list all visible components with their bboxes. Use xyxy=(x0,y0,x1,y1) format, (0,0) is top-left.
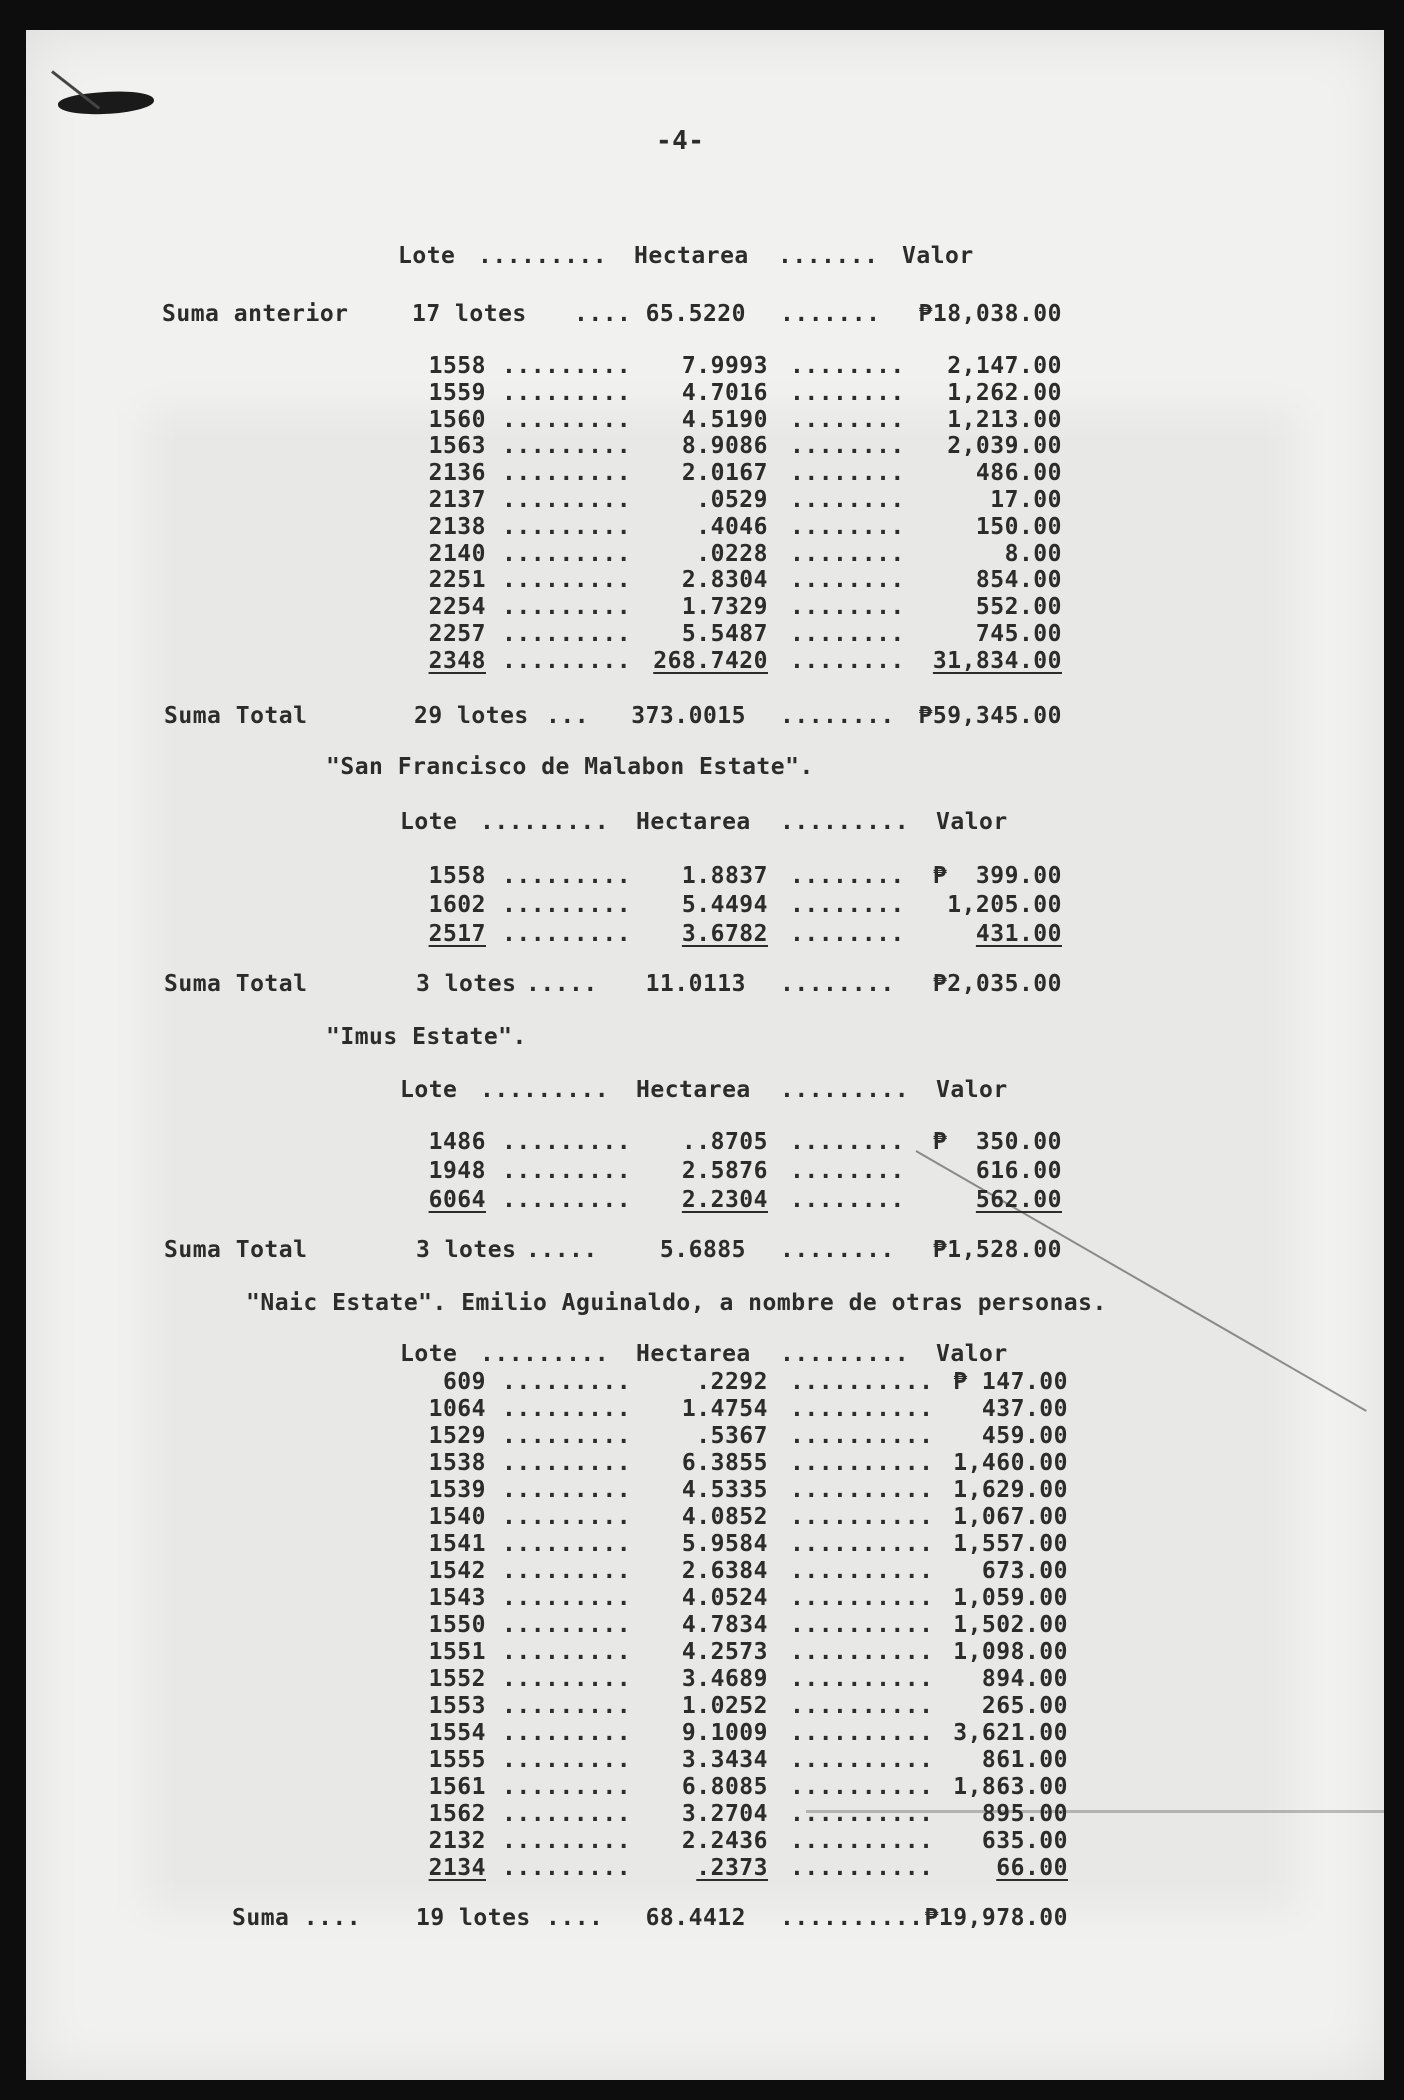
leader-dots: ......... xyxy=(502,1531,632,1557)
leader-dots: ......... xyxy=(502,379,632,406)
valor-value: ₱19,978.00 xyxy=(924,1905,1068,1931)
leader-dots: ......... xyxy=(502,1747,632,1773)
lotes-count: 17 lotes xyxy=(412,301,527,327)
leader-dots: ......... xyxy=(502,460,632,487)
table-row xyxy=(26,1449,1384,1477)
valor-value: ₱2,035.00 xyxy=(932,971,1062,997)
hectarea-cell: 2.0167 xyxy=(681,460,768,487)
leader-dots: .......... xyxy=(790,1747,934,1773)
hectarea-cell: 6.3855 xyxy=(681,1450,768,1476)
hectarea-cell: 4.7016 xyxy=(681,379,768,406)
valor-cell: 459.00 xyxy=(981,1423,1068,1449)
table-row xyxy=(26,620,1384,648)
header-dots: ......... xyxy=(480,1341,610,1367)
leader-dots: ........ xyxy=(790,433,905,460)
leader-dots: ........ xyxy=(790,540,905,567)
valor-value: ₱59,345.00 xyxy=(918,703,1062,729)
lote-cell: 1486 xyxy=(428,1129,486,1155)
valor-cell: 1,262.00 xyxy=(947,379,1062,406)
lote-cell: 1561 xyxy=(428,1774,486,1800)
leader-dots: ........ xyxy=(790,567,905,594)
dots: ..... xyxy=(526,971,598,997)
hectarea-cell: 2.8304 xyxy=(681,567,768,594)
estate-title: "Naic Estate". Emilio Aguinaldo, a nombre de otras personas. xyxy=(246,1290,1107,1316)
header-lote: Lote xyxy=(400,1341,458,1367)
estate-title: "San Francisco de Malabon Estate". xyxy=(326,754,814,780)
lote-cell: 2254 xyxy=(428,594,486,621)
header-lote: Lote xyxy=(398,243,456,269)
table-row xyxy=(26,1186,1384,1214)
lote-cell: 1550 xyxy=(428,1612,486,1638)
leader-dots: .......... xyxy=(790,1369,934,1395)
valor-cell: 1,059.00 xyxy=(953,1585,1068,1611)
hectarea-cell: .2373 xyxy=(696,1855,768,1881)
leader-dots: ......... xyxy=(502,513,632,540)
hectarea-cell: 3.4689 xyxy=(681,1666,768,1692)
valor-cell: 486.00 xyxy=(975,460,1062,487)
leader-dots: ......... xyxy=(502,1504,632,1530)
header-valor: Valor xyxy=(936,1341,1008,1367)
lote-cell: 1538 xyxy=(428,1450,486,1476)
leader-dots: .......... xyxy=(790,1855,934,1881)
leader-dots: ......... xyxy=(502,863,632,889)
valor-cell: 8.00 xyxy=(1004,540,1062,567)
valor-cell: 673.00 xyxy=(981,1558,1068,1584)
valor-cell: 745.00 xyxy=(975,621,1062,647)
leader-dots: .......... xyxy=(790,1774,934,1800)
leader-dots: .......... xyxy=(790,1801,934,1827)
suma-total-row xyxy=(26,1904,1384,1932)
lote-cell: 2257 xyxy=(428,621,486,647)
lote-cell: 1540 xyxy=(428,1504,486,1530)
valor-cell: 2,039.00 xyxy=(947,433,1062,460)
leader-dots: ......... xyxy=(502,1129,632,1155)
leader-dots: .......... xyxy=(790,1396,934,1422)
valor-cell: 1,205.00 xyxy=(947,892,1062,918)
hectarea-cell: 8.9086 xyxy=(681,433,768,460)
header-hectarea: Hectarea xyxy=(636,1341,751,1367)
table-row xyxy=(26,1557,1384,1585)
hectarea-cell: 1.4754 xyxy=(681,1396,768,1422)
suma-total-label: Suma Total xyxy=(164,1237,308,1263)
table-row xyxy=(26,1773,1384,1801)
leader-dots: ........ xyxy=(790,621,905,647)
hectarea-cell: 4.5335 xyxy=(681,1477,768,1503)
lote-cell: 2134 xyxy=(428,1855,486,1881)
leader-dots: ......... xyxy=(502,487,632,513)
lote-cell: 1558 xyxy=(428,353,486,379)
table-row xyxy=(26,1746,1384,1774)
valor-cell: 562.00 xyxy=(975,1187,1062,1213)
hectarea-value: 5.6885 xyxy=(659,1237,746,1263)
lote-cell: 1539 xyxy=(428,1477,486,1503)
lote-cell: 2138 xyxy=(428,513,486,540)
valor-value: ₱1,528.00 xyxy=(932,1237,1062,1263)
leader-dots: .......... xyxy=(790,1504,934,1530)
header-hectarea: Hectarea xyxy=(636,809,751,835)
suma-anterior-label: Suma anterior xyxy=(162,301,349,327)
lote-cell: 6064 xyxy=(428,1187,486,1213)
lote-cell: 1554 xyxy=(428,1720,486,1746)
leader-dots: .......... xyxy=(790,1612,934,1638)
leader-dots: ......... xyxy=(502,1855,632,1881)
hectarea-cell: 4.2573 xyxy=(681,1639,768,1665)
dots: .......... xyxy=(780,1905,924,1931)
hectarea-value: 65.5220 xyxy=(645,301,746,327)
leader-dots: ......... xyxy=(502,892,632,918)
header-dots: ......... xyxy=(480,809,610,835)
lotes-count: 3 lotes xyxy=(416,971,517,997)
table-row xyxy=(26,1611,1384,1639)
leader-dots: ......... xyxy=(502,1423,632,1449)
lote-cell: 1562 xyxy=(428,1801,486,1827)
leader-dots: ........ xyxy=(790,1158,905,1184)
hectarea-value: 68.4412 xyxy=(645,1905,746,1931)
valor-cell: 1,067.00 xyxy=(953,1504,1068,1530)
leader-dots: ........ xyxy=(790,594,905,621)
lote-cell: 2348 xyxy=(428,647,486,674)
valor-cell: 895.00 xyxy=(981,1801,1068,1827)
table-row xyxy=(26,1827,1384,1855)
dots: ... xyxy=(546,703,590,729)
leader-dots: .......... xyxy=(790,1639,934,1665)
lote-cell: 2140 xyxy=(428,540,486,567)
valor-cell: 1,863.00 xyxy=(953,1774,1068,1800)
table-row xyxy=(26,1692,1384,1720)
table-row xyxy=(26,920,1384,948)
valor-cell: ₱ 399.00 xyxy=(932,863,1062,889)
hectarea-cell: 4.0524 xyxy=(681,1585,768,1611)
leader-dots: .......... xyxy=(790,1720,934,1746)
leader-dots: ......... xyxy=(502,1396,632,1422)
leader-dots: ......... xyxy=(502,1158,632,1184)
header-lote: Lote xyxy=(400,1077,458,1103)
table-row xyxy=(26,459,1384,487)
hectarea-cell: 4.7834 xyxy=(681,1612,768,1638)
leader-dots: ......... xyxy=(502,406,632,433)
valor-cell: 17.00 xyxy=(990,487,1062,513)
valor-cell: 635.00 xyxy=(981,1828,1068,1854)
table-row xyxy=(26,1157,1384,1185)
suma-total-label: Suma .... xyxy=(232,1905,362,1931)
hectarea-value: 373.0015 xyxy=(631,703,746,729)
hectarea-cell: 2.5876 xyxy=(681,1158,768,1184)
table-row xyxy=(26,1665,1384,1693)
lote-cell: 1543 xyxy=(428,1585,486,1611)
table-row xyxy=(26,1422,1384,1450)
header-valor: Valor xyxy=(902,243,974,269)
hectarea-cell: .2292 xyxy=(696,1369,768,1395)
dots: .... xyxy=(546,1905,604,1931)
leader-dots: ......... xyxy=(502,647,632,674)
leader-dots: ......... xyxy=(502,1801,632,1827)
suma-anterior-row xyxy=(26,300,1384,328)
leader-dots: .......... xyxy=(790,1828,934,1854)
leader-dots: ........ xyxy=(790,1129,905,1155)
lotes-count: 29 lotes xyxy=(414,703,529,729)
leader-dots: ......... xyxy=(502,921,632,947)
leader-dots: ........ xyxy=(790,921,905,947)
header-hectarea: Hectarea xyxy=(636,1077,751,1103)
leader-dots: .......... xyxy=(790,1693,934,1719)
valor-cell: 894.00 xyxy=(981,1666,1068,1692)
column-header-row xyxy=(26,242,1384,270)
lote-cell: 2251 xyxy=(428,567,486,594)
valor-value: ₱18,038.00 xyxy=(918,301,1062,327)
column-header-row xyxy=(26,1076,1384,1104)
valor-cell: 1,213.00 xyxy=(947,406,1062,433)
table-row xyxy=(26,1854,1384,1882)
leader-dots: .......... xyxy=(790,1558,934,1584)
header-lote: Lote xyxy=(400,809,458,835)
header-valor: Valor xyxy=(936,1077,1008,1103)
table-row xyxy=(26,1395,1384,1423)
table-row xyxy=(26,1638,1384,1666)
valor-cell: 431.00 xyxy=(975,921,1062,947)
leader-dots: ........ xyxy=(790,513,905,540)
leader-dots: ......... xyxy=(502,540,632,567)
leader-dots: ........ xyxy=(790,460,905,487)
leader-dots: ......... xyxy=(502,621,632,647)
valor-cell: 616.00 xyxy=(975,1158,1062,1184)
lote-cell: 1529 xyxy=(428,1423,486,1449)
table-row xyxy=(26,513,1384,541)
hectarea-cell: 7.9993 xyxy=(681,353,768,379)
valor-cell: 150.00 xyxy=(975,513,1062,540)
leader-dots: ......... xyxy=(502,594,632,621)
hectarea-cell: 4.5190 xyxy=(681,406,768,433)
hectarea-cell: .0529 xyxy=(696,487,768,513)
leader-dots: ......... xyxy=(502,1450,632,1476)
hectarea-cell: 5.5487 xyxy=(681,621,768,647)
leader-dots: ......... xyxy=(502,1477,632,1503)
valor-cell: 3,621.00 xyxy=(953,1720,1068,1746)
table-row xyxy=(26,862,1384,890)
hectarea-cell: 2.2436 xyxy=(681,1828,768,1854)
valor-cell: 31,834.00 xyxy=(932,647,1062,674)
hectarea-value: 11.0113 xyxy=(645,971,746,997)
leader-dots: ........ xyxy=(790,487,905,513)
hectarea-cell: 1.8837 xyxy=(681,863,768,889)
leader-dots: .......... xyxy=(790,1450,934,1476)
leader-dots: .......... xyxy=(790,1585,934,1611)
leader-dots: ........ xyxy=(790,863,905,889)
lote-cell: 1064 xyxy=(428,1396,486,1422)
hectarea-cell: 3.6782 xyxy=(681,921,768,947)
table-row xyxy=(26,1584,1384,1612)
lotes-count: 3 lotes xyxy=(416,1237,517,1263)
dots: ....... xyxy=(780,301,881,327)
suma-total-label: Suma Total xyxy=(164,971,308,997)
column-header-row xyxy=(26,1340,1384,1368)
table-row xyxy=(26,1476,1384,1504)
lote-cell: 1551 xyxy=(428,1639,486,1665)
dots: .... xyxy=(574,301,632,327)
hectarea-cell: 5.9584 xyxy=(681,1531,768,1557)
table-row xyxy=(26,1530,1384,1558)
lote-cell: 1559 xyxy=(428,379,486,406)
table-row xyxy=(26,1128,1384,1156)
table-row xyxy=(26,432,1384,460)
valor-cell: 1,098.00 xyxy=(953,1639,1068,1665)
leader-dots: ......... xyxy=(502,1558,632,1584)
lote-cell: 2137 xyxy=(428,487,486,513)
valor-cell: 265.00 xyxy=(981,1693,1068,1719)
table-row xyxy=(26,891,1384,919)
hectarea-cell: ..8705 xyxy=(681,1129,768,1155)
header-valor: Valor xyxy=(936,809,1008,835)
table-row xyxy=(26,486,1384,514)
leader-dots: ......... xyxy=(502,1187,632,1213)
lote-cell: 2136 xyxy=(428,460,486,487)
leader-dots: .......... xyxy=(790,1423,934,1449)
header-dots: ......... xyxy=(780,1341,910,1367)
valor-cell: ₱ 147.00 xyxy=(953,1369,1068,1395)
hectarea-cell: 3.3434 xyxy=(681,1747,768,1773)
valor-cell: 1,557.00 xyxy=(953,1531,1068,1557)
lote-cell: 1563 xyxy=(428,433,486,460)
valor-cell: 1,629.00 xyxy=(953,1477,1068,1503)
valor-cell: 2,147.00 xyxy=(947,353,1062,379)
valor-cell: 66.00 xyxy=(996,1855,1068,1881)
lote-cell: 1560 xyxy=(428,406,486,433)
leader-dots: ......... xyxy=(502,1774,632,1800)
leader-dots: ......... xyxy=(502,1828,632,1854)
hectarea-cell: 1.7329 xyxy=(681,594,768,621)
lote-cell: 2132 xyxy=(428,1828,486,1854)
suma-total-row xyxy=(26,970,1384,998)
dots: ........ xyxy=(780,1237,895,1263)
table-row xyxy=(26,379,1384,407)
leader-dots: ........ xyxy=(790,892,905,918)
header-dots: ......... xyxy=(480,1077,610,1103)
lote-cell: 1602 xyxy=(428,892,486,918)
valor-cell: 854.00 xyxy=(975,567,1062,594)
dots: ........ xyxy=(780,703,895,729)
header-hectarea: Hectarea xyxy=(634,243,749,269)
lote-cell: 1948 xyxy=(428,1158,486,1184)
suma-total-row xyxy=(26,1236,1384,1264)
header-dots: ......... xyxy=(780,1077,910,1103)
lote-cell: 1553 xyxy=(428,1693,486,1719)
header-dots: ......... xyxy=(780,809,910,835)
header-dots: ......... xyxy=(478,243,608,269)
lote-cell: 1552 xyxy=(428,1666,486,1692)
hectarea-cell: 2.2304 xyxy=(681,1187,768,1213)
table-row xyxy=(26,593,1384,621)
valor-cell: 1,502.00 xyxy=(953,1612,1068,1638)
lote-cell: 1541 xyxy=(428,1531,486,1557)
leader-dots: .......... xyxy=(790,1666,934,1692)
page-number: -4- xyxy=(656,126,705,156)
lote-cell: 1555 xyxy=(428,1747,486,1773)
valor-cell: 552.00 xyxy=(975,594,1062,621)
leader-dots: ......... xyxy=(502,1639,632,1665)
leader-dots: ......... xyxy=(502,1666,632,1692)
leader-dots: .......... xyxy=(790,1477,934,1503)
valor-cell: 1,460.00 xyxy=(953,1450,1068,1476)
table-row xyxy=(26,1368,1384,1396)
table-row xyxy=(26,1503,1384,1531)
hectarea-cell: 5.4494 xyxy=(681,892,768,918)
estate-title: "Imus Estate". xyxy=(326,1024,527,1050)
dots: ..... xyxy=(526,1237,598,1263)
typed-document xyxy=(26,30,1384,2080)
lote-cell: 2517 xyxy=(428,921,486,947)
hectarea-cell: 6.8085 xyxy=(681,1774,768,1800)
table-row xyxy=(26,1719,1384,1747)
leader-dots: ......... xyxy=(502,1720,632,1746)
suma-total-row xyxy=(26,702,1384,730)
hectarea-cell: 9.1009 xyxy=(681,1720,768,1746)
table-row xyxy=(26,352,1384,380)
hectarea-cell: .5367 xyxy=(696,1423,768,1449)
leader-dots: ........ xyxy=(790,647,905,674)
lote-cell: 609 xyxy=(442,1369,486,1395)
leader-dots: ........ xyxy=(790,379,905,406)
dots: ........ xyxy=(780,971,895,997)
leader-dots: ......... xyxy=(502,1612,632,1638)
leader-dots: ......... xyxy=(502,433,632,460)
leader-dots: ......... xyxy=(502,1693,632,1719)
leader-dots: ......... xyxy=(502,567,632,594)
hectarea-cell: 2.6384 xyxy=(681,1558,768,1584)
hectarea-cell: .0228 xyxy=(696,540,768,567)
hectarea-cell: .4046 xyxy=(696,513,768,540)
table-row xyxy=(26,1800,1384,1828)
leader-dots: ......... xyxy=(502,1369,632,1395)
header-dots: ....... xyxy=(778,243,879,269)
leader-dots: ......... xyxy=(502,353,632,379)
valor-cell: 861.00 xyxy=(981,1747,1068,1773)
column-header-row xyxy=(26,808,1384,836)
hectarea-cell: 3.2704 xyxy=(681,1801,768,1827)
hectarea-cell: 4.0852 xyxy=(681,1504,768,1530)
leader-dots: ........ xyxy=(790,406,905,433)
valor-cell: 437.00 xyxy=(981,1396,1068,1422)
table-row xyxy=(26,647,1384,675)
leader-dots: ........ xyxy=(790,1187,905,1213)
leader-dots: ......... xyxy=(502,1585,632,1611)
lote-cell: 1558 xyxy=(428,863,486,889)
document-page xyxy=(26,30,1384,2080)
lotes-count: 19 lotes xyxy=(416,1905,531,1931)
table-row xyxy=(26,540,1384,568)
table-row xyxy=(26,566,1384,594)
suma-total-label: Suma Total xyxy=(164,703,308,729)
hectarea-cell: 1.0252 xyxy=(681,1693,768,1719)
table-row xyxy=(26,406,1384,434)
leader-dots: .......... xyxy=(790,1531,934,1557)
valor-cell: ₱ 350.00 xyxy=(932,1129,1062,1155)
lote-cell: 1542 xyxy=(428,1558,486,1584)
leader-dots: ........ xyxy=(790,353,905,379)
hectarea-cell: 268.7420 xyxy=(653,647,768,674)
